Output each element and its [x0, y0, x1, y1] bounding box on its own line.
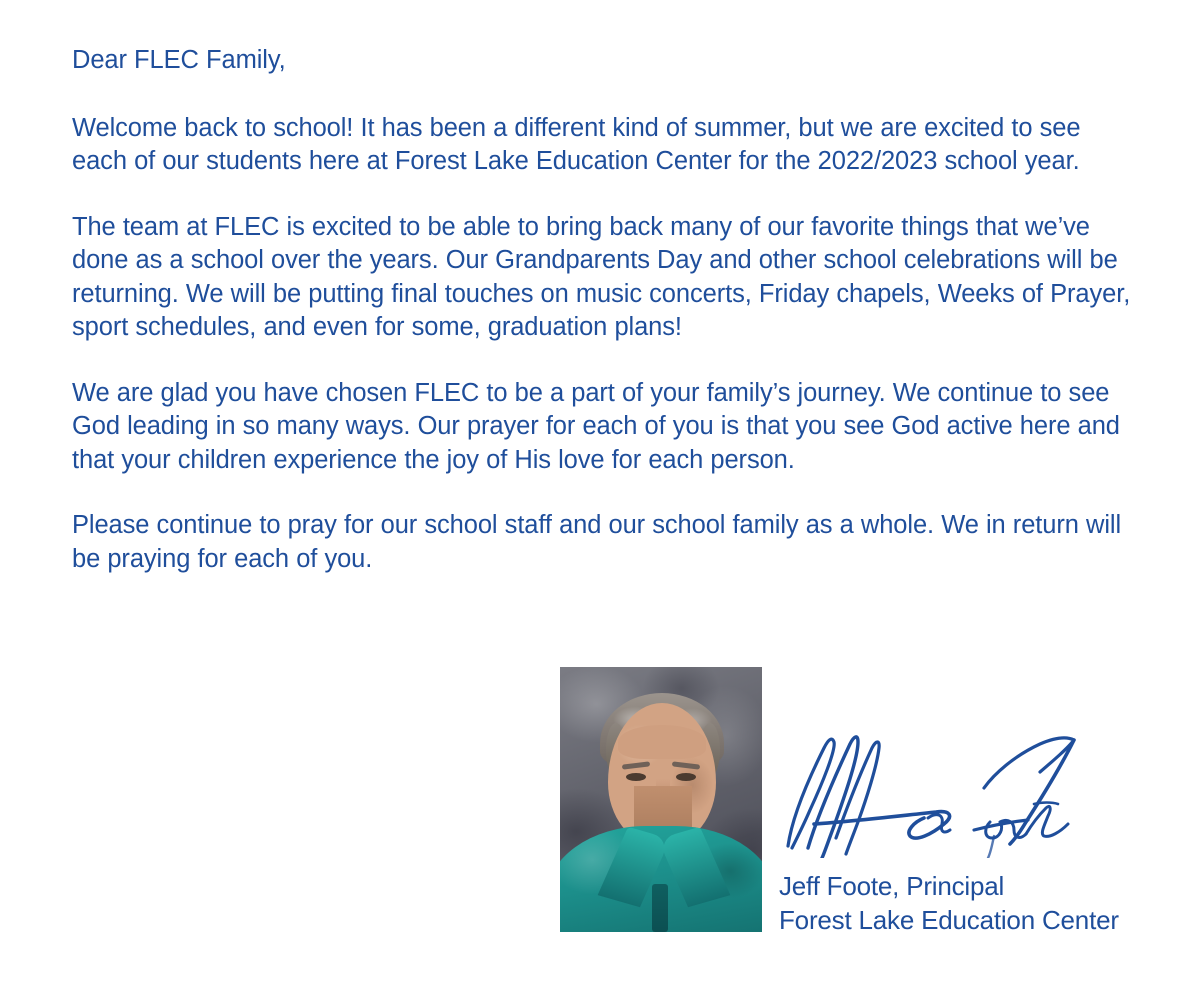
- paragraph-gratitude: We are glad you have chosen FLEC to be a part of your family’s journey. We continue to see God leading in so many ways. Our prayer for each of you is that you see God active here and that your children experience the joy of His love for each person.: [72, 378, 1120, 474]
- portrait-eye-left: [626, 773, 646, 781]
- portrait-forehead: [618, 725, 706, 759]
- portrait-placket: [652, 884, 668, 932]
- principal-portrait-photo: [560, 667, 762, 932]
- paragraph-activities: The team at FLEC is excited to be able to bring back many of our favorite things that we’ve done as a school over the years. Our Grandparents Day and other school celebrations will be returning. We will be putting final touches on music concerts, Friday chapels, Weeks of Prayer, sport schedules, and even for some, graduation plans!: [72, 212, 1131, 341]
- salutation: Dear FLEC Family,: [72, 46, 286, 74]
- portrait-eye-right: [676, 773, 696, 781]
- organization-line: Forest Lake Education Center: [779, 905, 1119, 935]
- signature-svg: [778, 718, 1088, 858]
- signature-name-block: [779, 869, 1119, 937]
- letter-body: [72, 44, 1140, 576]
- signature-mark: [778, 718, 1088, 858]
- principal-name-line: Jeff Foote, Principal: [779, 871, 1005, 901]
- paragraph-welcome: Welcome back to school! It has been a different kind of summer, but we are excited to see each of our students here at Forest Lake Education Center for the 2022/2023 school year.: [72, 113, 1081, 175]
- paragraph-closing: Please continue to pray for our school staff and our school family as a whole. We in return will be praying for each of you.: [72, 511, 1122, 573]
